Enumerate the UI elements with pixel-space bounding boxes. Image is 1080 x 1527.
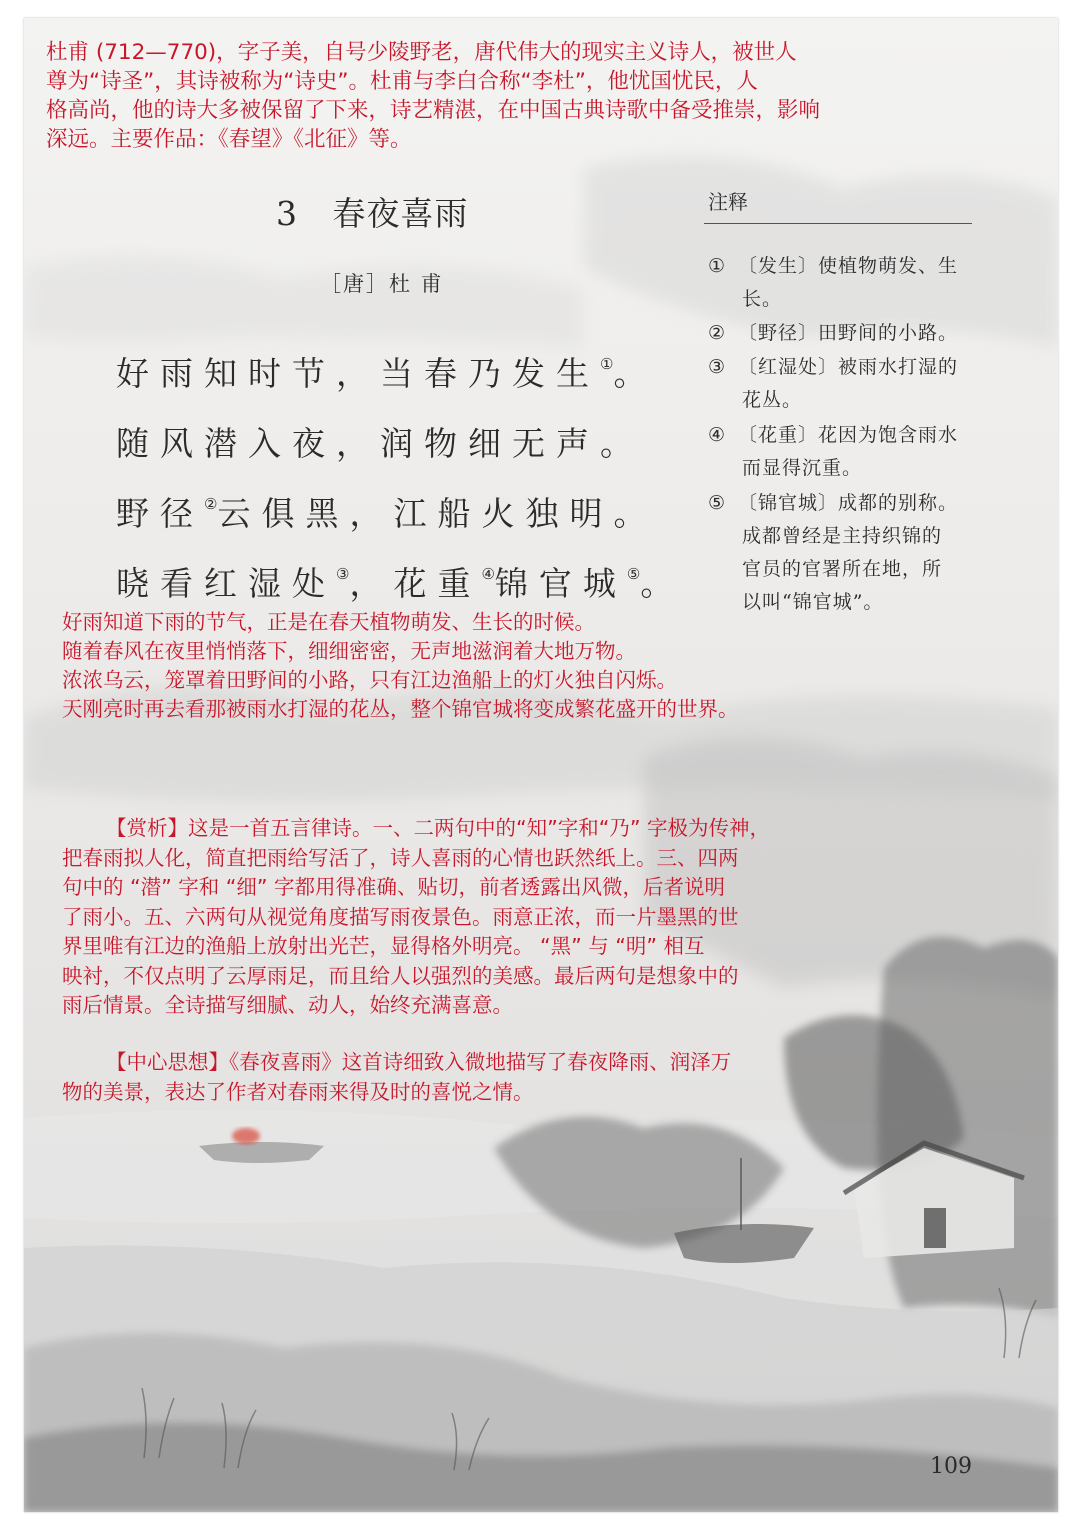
translation-line: 随着春风在夜里悄悄落下，细细密密，无声地滋润着大地万物。 [62,639,636,663]
footnote-marker: ⑤ [626,565,641,583]
appreciation-line: 界里唯有江边的渔船上放射出光芒，显得格外明亮。 “黑” 与 “明” 相互 [62,934,705,958]
footnote-marker: ① [600,355,614,373]
note-item [708,419,978,485]
verse-text: 。 [613,354,658,393]
notes-heading: 注释 [708,190,748,214]
verse-text: 锦官城 [494,564,627,603]
poem-verse [116,418,644,465]
page-number: 109 [930,1454,972,1479]
verse-text: 晓看红湿处 [116,564,336,603]
appreciation-line: 雨后情景。全诗描写细腻、动人，始终充满喜意。 [62,993,513,1017]
note-text: 官员的官署所在地，所 [742,558,943,580]
poem-title-text: 春夜喜雨 [332,194,469,233]
poem-verse [116,558,684,605]
note-text: 以叫“锦官城”。 [742,591,884,613]
translation-line: 浓浓乌云，笼罩着田野间的小路，只有江边渔船上的灯火独自闪烁。 [62,668,677,692]
ink-wash-landscape-illustration [24,18,1058,1512]
note-text: 〔花重〕花因为饱含雨水 [738,424,959,446]
lesson-number: 3 [276,194,298,233]
translation-line: 天刚亮时再去看那被雨水打湿的花丛，整个锦官城将变成繁花盛开的世界。 [62,697,739,721]
appreciation-line: 【赏析】这是一首五言律诗。一、二两句中的“知”字和“乃” 字极为传神， [106,816,770,840]
poem-title [276,188,468,235]
footnote-marker: ④ [481,565,495,583]
poem-verse [116,488,657,535]
footnote-marker: ③ [336,565,350,583]
author-bio-line: 格高尚，他的诗大多被保留了下来，诗艺精湛，在中国古典诗歌中备受推崇，影响 [46,98,821,123]
appreciation-line: 句中的 “潜” 字和 “细” 字都用得准确、贴切，前者透露出风微，后者说明 [62,875,726,899]
note-text: 长。 [742,288,783,310]
note-text: 〔锦官城〕成都的别称。 [738,492,959,514]
author-bio-line: 杜甫 (712—770)，字子美，自号少陵野老，唐代伟大的现实主义诗人，被世人 [46,40,797,65]
poem-author [320,268,444,298]
appreciation-line: 了雨小。五、六两句从视觉角度描写雨夜景色。雨意正浓，而一片墨黑的世 [62,904,739,929]
note-text: 〔野径〕田野间的小路。 [738,322,959,344]
footnote-marker: ② [204,495,218,513]
note-text: 而显得沉重。 [742,457,863,479]
note-number: ④ [708,424,727,446]
central-idea-line: 物的美景，表达了作者对春雨来得及时的喜悦之情。 [62,1079,534,1104]
appreciation-paragraph [62,814,962,1021]
textbook-page [24,18,1058,1512]
author-bio-line: 深远。主要作品：《春望》《北征》等。 [46,127,412,152]
author-bio-line: 尊为“诗圣”，其诗被称为“诗史”。杜甫与李白合称“李杜”，他忧国忧民，人 [46,69,758,94]
central-idea-paragraph [62,1048,962,1107]
appreciation-line: 映衬，不仅点明了云厚雨足，而且给人以强烈的美感。最后两句是想象中的 [62,963,739,988]
poem-verse [116,348,657,395]
poem-dynasty: ［唐］ [320,272,389,296]
verse-text: 好雨知时节，当春乃发生 [116,354,600,393]
verse-text: 。 [640,564,685,603]
note-number: ⑤ [708,492,727,514]
author-introduction [46,38,946,154]
appreciation-line: 把春雨拟人化，简直把雨给写活了，诗人喜雨的心情也跃然纸上。三、四两 [62,845,739,870]
translation-line: 好雨知道下雨的节气，正是在春天植物萌发、生长的时候。 [62,610,595,634]
note-text: 成都曾经是主持织锦的 [742,525,943,547]
note-item [708,351,978,417]
note-text: 〔红湿处〕被雨水打湿的 [738,356,959,378]
note-number: ① [708,255,727,277]
note-text: 〔发生〕使植物萌发、生 [738,255,959,277]
verse-text: ，花重 [349,564,482,603]
verse-text: 云俱黑，江船火独明。 [217,494,658,533]
note-number: ② [708,322,727,344]
note-item [708,317,978,350]
note-number: ③ [708,356,727,378]
note-item [708,487,978,619]
verse-text: 野径 [116,494,204,533]
note-text: 花丛。 [742,389,803,411]
notes-divider [704,223,972,224]
poem-author-name: 杜 甫 [389,272,444,296]
poem-translation [62,608,1022,724]
note-item [708,250,978,316]
verse-text: 随风潜入夜，润物细无声。 [116,424,644,463]
central-idea-line: 【中心思想】《春夜喜雨》这首诗细致入微地描写了春夜降雨、润泽万 [106,1050,732,1074]
